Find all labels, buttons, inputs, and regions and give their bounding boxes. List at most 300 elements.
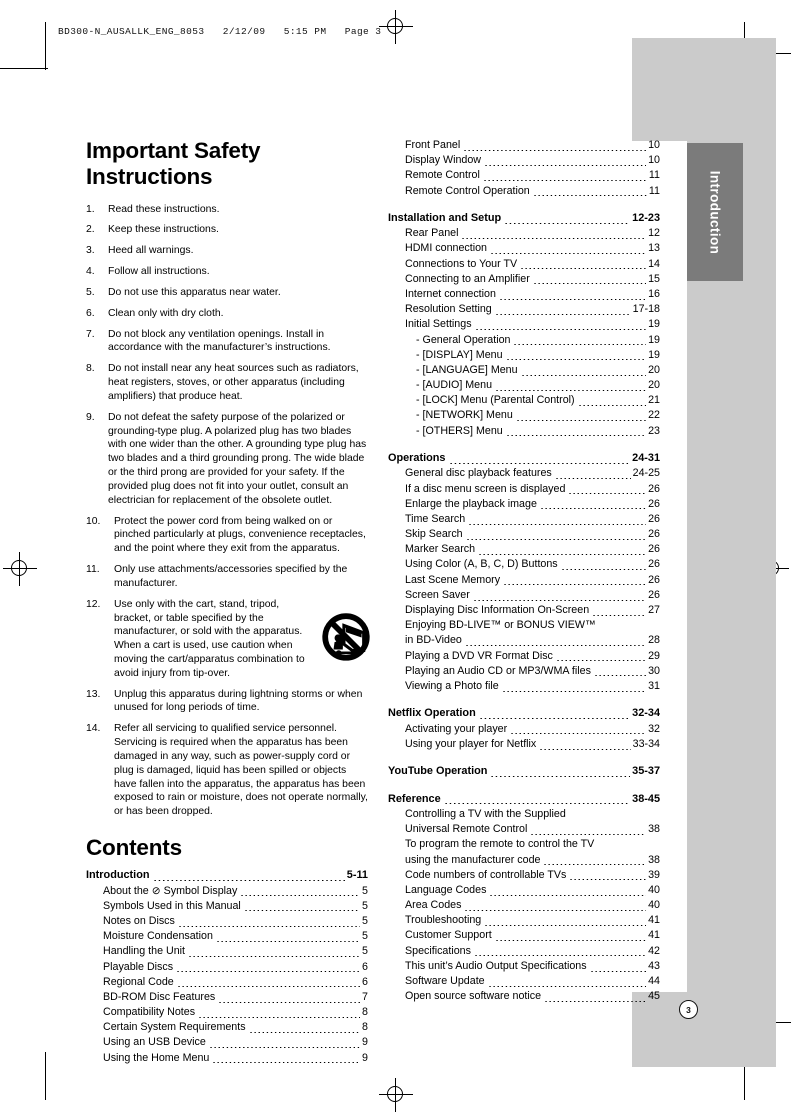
safety-item <box>86 223 368 237</box>
contents-entry-row[interactable] <box>388 649 660 664</box>
contents-entry-label: Certain System Requirements <box>103 1021 246 1034</box>
contents-entry-label: Using the Home Menu <box>103 1051 210 1064</box>
contents-entry-row[interactable] <box>388 928 660 943</box>
contents-entry-page: 9 <box>362 1036 368 1049</box>
contents-list-right <box>388 138 660 1004</box>
contents-entry-page: 5 <box>362 884 368 897</box>
contents-entry-page: 19 <box>648 333 660 346</box>
contents-entry-label: Using your player for Netflix <box>405 737 537 750</box>
safety-item <box>86 688 368 716</box>
contents-entry-label: If a disc menu screen is displayed <box>405 482 566 495</box>
contents-entry-page: 13 <box>648 242 660 255</box>
contents-entry-label: Using Color (A, B, C, D) Buttons <box>405 558 558 571</box>
contents-entry-row[interactable] <box>388 527 660 542</box>
contents-entry-page: 14 <box>648 257 660 270</box>
contents-entry-row[interactable] <box>388 226 660 241</box>
contents-entry-row[interactable] <box>388 393 660 408</box>
contents-entry-label: Initial Settings <box>405 318 472 331</box>
contents-entry-row[interactable] <box>388 959 660 974</box>
page-number <box>679 1000 698 1019</box>
contents-entry-label: Notes on Discs <box>103 914 175 927</box>
contents-leader-dots <box>516 420 646 421</box>
contents-leader-dots <box>533 195 647 196</box>
contents-entry-page: 16 <box>648 287 660 300</box>
contents-entry-label: Customer Support <box>405 929 492 942</box>
contents-entry-page: 8 <box>362 1006 368 1019</box>
contents-entry-page: 26 <box>648 512 660 525</box>
contents-entry-row[interactable] <box>388 138 660 153</box>
safety-item-number: 10. <box>86 515 101 527</box>
safety-item <box>86 328 368 356</box>
contents-entry-row[interactable] <box>388 837 660 852</box>
contents-entry-label: Last Scene Memory <box>405 573 501 586</box>
contents-entry-page: 35-37 <box>632 765 660 778</box>
contents-entry-label: Moisture Condensation <box>103 930 213 943</box>
contents-entry-row[interactable] <box>388 944 660 959</box>
contents-entry-label: Skip Search <box>405 528 463 541</box>
safety-item-number: 7. <box>86 328 95 340</box>
safety-item <box>86 515 368 556</box>
contents-entry-page: 26 <box>648 573 660 586</box>
contents-entry-row[interactable] <box>86 1005 368 1020</box>
contents-entry-label: Regional Code <box>103 975 174 988</box>
contents-leader-dots <box>212 1062 360 1063</box>
contents-entry-label: using the manufacturer code <box>405 853 541 866</box>
contents-entry-row[interactable] <box>388 333 660 348</box>
contents-entry-row[interactable] <box>388 989 660 1004</box>
contents-leader-dots <box>503 584 646 585</box>
contents-leader-dots <box>209 1047 360 1048</box>
contents-entry-label: YouTube Operation <box>388 765 488 778</box>
contents-entry-label: Code numbers of controllable TVs <box>405 868 567 881</box>
contents-entry-row[interactable] <box>388 512 660 527</box>
contents-entry-label: General disc playback features <box>405 467 552 480</box>
prepress-header: BD300-N_AUSALLK_ENG_8053 2/12/09 5:15 PM Page 3 <box>58 26 382 37</box>
safety-item-text: Refer all servicing to qualified service personnel. Servicing is required when the apparatus has been damaged in any way, such as power-supply cord or plug is damaged, liquid has been spilled or objects have fallen into the apparatus, the apparatus has been exposed to rain or moisture, does not operate normally, or has been dropped. <box>114 723 368 818</box>
contents-leader-dots <box>475 329 647 330</box>
contents-entry-row[interactable] <box>86 975 368 990</box>
contents-entry-page: 26 <box>648 528 660 541</box>
contents-leader-dots <box>539 749 630 750</box>
contents-entry-label: Language Codes <box>405 883 487 896</box>
contents-entry-page: 39 <box>648 868 660 881</box>
contents-entry-page: 42 <box>648 944 660 957</box>
contents-entry-page: 8 <box>362 1021 368 1034</box>
contents-entry-label: Open source software notice <box>405 990 542 1003</box>
contents-entry-page: 5 <box>362 899 368 912</box>
contents-leader-dots <box>153 880 345 881</box>
contents-entry-label: Operations <box>388 451 446 464</box>
contents-entry-label: Troubleshooting <box>405 914 482 927</box>
contents-leader-dots <box>495 940 646 941</box>
contents-leader-dots <box>490 776 630 777</box>
safety-item-number: 5. <box>86 286 95 298</box>
registration-mark-top-right <box>379 10 413 44</box>
crop-mark-top-left-horizontal <box>0 68 48 69</box>
contents-entry-row[interactable] <box>388 542 660 557</box>
contents-spacer <box>388 199 660 211</box>
contents-entry-label: Displaying Disc Information On-Screen <box>405 604 590 617</box>
contents-entry-row[interactable] <box>86 899 368 914</box>
contents-leader-dots <box>506 359 647 360</box>
contents-entry-page: 38 <box>648 853 660 866</box>
contents-entry-page: 11 <box>648 184 660 197</box>
contents-entry-label: - [OTHERS] Menu <box>416 424 503 437</box>
contents-entry-label: Marker Search <box>405 543 476 556</box>
contents-leader-dots <box>244 910 360 911</box>
contents-entry-row[interactable] <box>388 633 660 648</box>
contents-leader-dots <box>473 600 646 601</box>
safety-item-text: Do not install near any heat sources such as radiators, heat registers, stoves, or other apparatus (including amplifiers) that produce heat. <box>108 363 359 402</box>
contents-entry-label: Time Search <box>405 512 466 525</box>
contents-entry-page: 31 <box>648 679 660 692</box>
contents-entry-row[interactable] <box>388 868 660 883</box>
contents-entry-label: Specifications <box>405 944 471 957</box>
contents-entry-label: Internet connection <box>405 287 496 300</box>
contents-entry-page: 5-11 <box>346 869 368 882</box>
contents-leader-dots <box>465 645 646 646</box>
contents-leader-dots <box>569 879 646 880</box>
contents-leader-dots <box>176 971 360 972</box>
contents-entry-label: Introduction <box>86 869 150 882</box>
safety-item-number: 4. <box>86 266 95 278</box>
contents-leader-dots <box>474 955 646 956</box>
contents-entry-row[interactable] <box>388 588 660 603</box>
contents-entry-label: Enjoying BD-LIVE™ or BONUS VIEW™ <box>405 619 596 632</box>
contents-entry-row[interactable] <box>86 1035 368 1050</box>
contents-entry-row[interactable] <box>86 990 368 1005</box>
side-tab-introduction[interactable] <box>687 143 743 281</box>
contents-entry-row[interactable] <box>388 722 660 737</box>
contents-entry-label: Playing a DVD VR Format Disc <box>405 649 553 662</box>
contents-entry-label: Symbols Used in this Manual <box>103 899 241 912</box>
contents-entry-page: 7 <box>362 990 368 1003</box>
safety-item-number: 8. <box>86 363 95 375</box>
contents-entry-label: Area Codes <box>405 899 462 912</box>
registration-mark-bottom <box>379 1078 413 1112</box>
safety-item-number: 12. <box>86 598 101 610</box>
contents-entry-page: 5 <box>362 945 368 958</box>
contents-section-row[interactable] <box>388 211 660 226</box>
contents-entry-label: Compatibility Notes <box>103 1006 196 1019</box>
safety-item-text: Follow all instructions. <box>108 266 210 278</box>
contents-entry-row[interactable] <box>388 287 660 302</box>
contents-entry-label: About the ⊘ Symbol Display <box>103 884 238 897</box>
contents-entry-page: 40 <box>648 883 660 896</box>
contents-leader-dots <box>578 405 647 406</box>
contents-entry-label: - [AUDIO] Menu <box>416 379 493 392</box>
contents-spacer <box>388 439 660 451</box>
safety-item-text: Heed all warnings. <box>108 245 194 257</box>
contents-leader-dots <box>592 615 646 616</box>
contents-entry-page: 23 <box>648 424 660 437</box>
contents-entry-page: 5 <box>362 914 368 927</box>
contents-entry-page: 44 <box>648 975 660 988</box>
contents-entry-row[interactable] <box>388 807 660 822</box>
cart-tip-over-warning-icon <box>320 612 372 664</box>
safety-item-text: Clean only with dry cloth. <box>108 307 224 319</box>
contents-leader-dots <box>484 925 646 926</box>
contents-entry-label: Using an USB Device <box>103 1036 206 1049</box>
contents-entry-row[interactable] <box>388 822 660 837</box>
contents-leader-dots <box>461 238 646 239</box>
registration-mark-left <box>3 552 37 586</box>
contents-leader-dots <box>463 150 646 151</box>
contents-entry-row[interactable] <box>388 378 660 393</box>
contents-entry-page: 32 <box>648 722 660 735</box>
contents-entry-label: Playing an Audio CD or MP3/WMA files <box>405 664 591 677</box>
safety-item-number: 2. <box>86 224 95 236</box>
contents-leader-dots <box>444 803 630 804</box>
contents-entry-page: 19 <box>648 318 660 331</box>
contents-entry-page: 12 <box>648 227 660 240</box>
contents-section-row[interactable] <box>388 706 660 721</box>
safety-item-text: Read these instructions. <box>108 203 220 215</box>
contents-entry-label: Screen Saver <box>405 588 470 601</box>
contents-entry-row[interactable] <box>388 883 660 898</box>
contents-entry-page: 43 <box>648 959 660 972</box>
contents-entry-page: 10 <box>648 154 660 167</box>
contents-entry-label: Handling the Unit <box>103 945 185 958</box>
contents-entry-row[interactable] <box>388 737 660 752</box>
safety-item <box>86 563 368 591</box>
contents-entry-label: Enlarge the playback image <box>405 497 537 510</box>
right-column <box>388 138 660 1004</box>
contents-entry-row[interactable] <box>388 184 660 199</box>
contents-leader-dots <box>489 895 646 896</box>
contents-entry-row[interactable] <box>388 424 660 439</box>
contents-leader-dots <box>198 1017 360 1018</box>
contents-entry-row[interactable] <box>86 1051 368 1066</box>
contents-leader-dots <box>555 478 631 479</box>
contents-entry-page: 24-25 <box>632 467 660 480</box>
contents-entry-page: 10 <box>648 139 660 151</box>
contents-leader-dots <box>504 223 630 224</box>
safety-item-text: Do not block any ventilation openings. Install in accordance with the manufacturer’s instructions. <box>108 328 331 354</box>
contents-leader-dots <box>520 268 646 269</box>
contents-entry-row[interactable] <box>388 408 660 423</box>
contents-entry-row[interactable] <box>388 168 660 183</box>
contents-entry-page: 26 <box>648 497 660 510</box>
safety-item <box>86 598 368 681</box>
contents-leader-dots <box>188 956 360 957</box>
safety-item <box>86 362 368 403</box>
contents-leader-dots <box>449 463 631 464</box>
contents-entry-row[interactable] <box>86 914 368 929</box>
contents-entry-page: 20 <box>648 379 660 392</box>
contents-entry-row[interactable] <box>86 884 368 899</box>
contents-leader-dots <box>490 253 646 254</box>
contents-heading: Contents <box>86 835 182 861</box>
contents-entry-page: 6 <box>362 960 368 973</box>
safety-item-number: 13. <box>86 688 101 700</box>
contents-entry-label: Display Window <box>405 154 482 167</box>
contents-entry-page: 17-18 <box>632 303 660 316</box>
contents-section-row[interactable] <box>86 868 368 883</box>
contents-entry-label: Rear Panel <box>405 227 459 240</box>
contents-entry-row[interactable] <box>388 153 660 168</box>
safety-item-text: Unplug this apparatus during lightning storms or when unused for long periods of time. <box>114 688 363 714</box>
contents-entry-label: To program the remote to control the TV <box>405 838 595 851</box>
contents-leader-dots <box>466 539 646 540</box>
contents-entry-label: BD-ROM Disc Features <box>103 990 216 1003</box>
safety-item <box>86 286 368 300</box>
contents-entry-row[interactable] <box>388 618 660 633</box>
contents-entry-page: 5 <box>362 930 368 943</box>
contents-entry-label: Connecting to an Amplifier <box>405 272 530 285</box>
contents-leader-dots <box>544 1001 646 1002</box>
contents-entry-label: Viewing a Photo file <box>405 679 499 692</box>
contents-entry-row[interactable] <box>388 466 660 481</box>
contents-entry-row[interactable] <box>388 363 660 378</box>
contents-entry-row[interactable] <box>388 302 660 317</box>
safety-item-number: 11. <box>86 564 100 576</box>
contents-entry-label: Playable Discs <box>103 960 174 973</box>
contents-spacer <box>388 694 660 706</box>
safety-item <box>86 411 368 508</box>
contents-leader-dots <box>177 986 360 987</box>
contents-entry-row[interactable] <box>388 241 660 256</box>
contents-entry-row[interactable] <box>388 497 660 512</box>
contents-leader-dots <box>502 691 646 692</box>
safety-item <box>86 307 368 321</box>
contents-entry-page: 24-31 <box>632 451 660 464</box>
contents-leader-dots <box>568 493 646 494</box>
safety-item-text: Only use attachments/accessories specified by the manufacturer. <box>114 564 348 589</box>
contents-entry-label: Resolution Setting <box>405 303 492 316</box>
safety-item-number: 14. <box>86 723 101 735</box>
contents-leader-dots <box>478 554 646 555</box>
contents-entry-label: - General Operation <box>416 333 511 346</box>
contents-entry-row[interactable] <box>388 348 660 363</box>
contents-leader-dots <box>483 180 647 181</box>
contents-entry-page: 40 <box>648 899 660 912</box>
contents-entry-row[interactable] <box>86 1020 368 1035</box>
contents-entry-row[interactable] <box>388 573 660 588</box>
contents-entry-row[interactable] <box>86 929 368 944</box>
contents-leader-dots <box>495 390 646 391</box>
contents-entry-page: 29 <box>648 649 660 662</box>
contents-entry-row[interactable] <box>388 482 660 497</box>
contents-leader-dots <box>530 834 646 835</box>
contents-leader-dots <box>556 660 646 661</box>
contents-entry-page: 41 <box>648 929 660 942</box>
contents-leader-dots <box>468 524 646 525</box>
contents-entry-label: Remote Control Operation <box>405 184 530 197</box>
contents-leader-dots <box>216 941 360 942</box>
contents-entry-row[interactable] <box>388 603 660 618</box>
contents-entry-label: Front Panel <box>405 139 461 151</box>
contents-entry-label: - [NETWORK] Menu <box>416 409 513 422</box>
contents-leader-dots <box>543 864 646 865</box>
contents-entry-label: - [LOCK] Menu (Parental Control) <box>416 394 575 407</box>
contents-entry-page: 22 <box>648 409 660 422</box>
safety-item-text: Keep these instructions. <box>108 224 219 236</box>
contents-entry-row[interactable] <box>388 898 660 913</box>
contents-entry-page: 26 <box>648 588 660 601</box>
contents-entry-page: 19 <box>648 348 660 361</box>
safety-item-text: Do not use this apparatus near water. <box>108 286 281 298</box>
contents-leader-dots <box>561 569 646 570</box>
contents-entry-page: 12-23 <box>632 211 660 224</box>
contents-entry-page: 26 <box>648 543 660 556</box>
contents-entry-row[interactable] <box>388 257 660 272</box>
contents-entry-row[interactable] <box>388 664 660 679</box>
safety-item-number: 3. <box>86 245 95 257</box>
contents-entry-row[interactable] <box>388 557 660 572</box>
contents-entry-page: 45 <box>648 990 660 1003</box>
contents-entry-label: Activating your player <box>405 722 508 735</box>
contents-entry-page: 6 <box>362 975 368 988</box>
contents-leader-dots <box>488 986 647 987</box>
contents-entry-row[interactable] <box>388 679 660 694</box>
safety-instructions-list <box>86 203 368 819</box>
contents-entry-page: 33-34 <box>632 737 660 750</box>
contents-entry-page: 9 <box>362 1051 368 1064</box>
contents-entry-label: Software Update <box>405 975 485 988</box>
contents-section-row[interactable] <box>388 764 660 779</box>
contents-leader-dots <box>499 299 646 300</box>
contents-entry-page: 26 <box>648 558 660 571</box>
contents-section-row[interactable] <box>388 451 660 466</box>
contents-entry-row[interactable] <box>388 317 660 332</box>
contents-entry-page: 27 <box>648 604 660 617</box>
crop-mark-top-left-vertical <box>45 22 46 70</box>
contents-entry-page: 15 <box>648 272 660 285</box>
safety-item-text: Do not defeat the safety purpose of the polarized or grounding-type plug. A polarized plug has two blades with one wider than the other. A grounding type plug has two blades and a third grounding prong. The wide blade or the third prong are provided for your safety. If the provided plug does not fit into your outlet, consult an electrician for replacement of the obsolete outlet. <box>108 411 367 506</box>
contents-entry-row[interactable] <box>86 944 368 959</box>
side-tab-label: Introduction <box>707 170 723 254</box>
contents-entry-label: in BD-Video <box>405 634 462 647</box>
page-number-value: 3 <box>686 1004 691 1015</box>
contents-leader-dots <box>540 508 646 509</box>
contents-leader-dots <box>249 1032 360 1033</box>
left-column <box>86 138 368 1066</box>
contents-entry-row[interactable] <box>388 853 660 868</box>
contents-leader-dots <box>599 630 658 631</box>
contents-entry-label: Installation and Setup <box>388 211 502 224</box>
contents-leader-dots <box>594 675 646 676</box>
contents-spacer <box>388 752 660 764</box>
contents-leader-dots <box>178 926 360 927</box>
contents-leader-dots <box>533 283 646 284</box>
contents-entry-label: This unit’s Audio Output Specifications <box>405 959 587 972</box>
contents-spacer <box>388 780 660 792</box>
contents-entry-label: Reference <box>388 792 441 805</box>
contents-leader-dots <box>513 344 646 345</box>
contents-entry-row[interactable] <box>388 974 660 989</box>
contents-entry-page: 38 <box>648 823 660 836</box>
contents-section-row[interactable] <box>388 792 660 807</box>
contents-leader-dots <box>506 435 646 436</box>
crop-mark-bottom-left-vertical <box>45 1052 46 1100</box>
contents-entry-label: Universal Remote Control <box>405 823 528 836</box>
contents-entry-label: - [LANGUAGE] Menu <box>416 363 518 376</box>
contents-leader-dots <box>464 910 646 911</box>
safety-item-number: 6. <box>86 307 95 319</box>
contents-entry-label: Remote Control <box>405 169 480 182</box>
contents-entry-row[interactable] <box>388 913 660 928</box>
safety-item <box>86 265 368 279</box>
contents-entry-page: 32-34 <box>632 707 660 720</box>
contents-leader-dots <box>479 718 630 719</box>
contents-leader-dots <box>590 971 647 972</box>
contents-entry-row[interactable] <box>86 960 368 975</box>
safety-item-text: Use only with the cart, stand, tripod, bracket, or table specified by the manufacturer, or sold with the apparatus. When a cart is used, use caution when moving the cart/apparatus combination to avoid injury from tip-over. <box>114 598 305 679</box>
contents-entry-label: Netflix Operation <box>388 707 476 720</box>
contents-entry-row[interactable] <box>388 272 660 287</box>
contents-leader-dots <box>597 849 658 850</box>
